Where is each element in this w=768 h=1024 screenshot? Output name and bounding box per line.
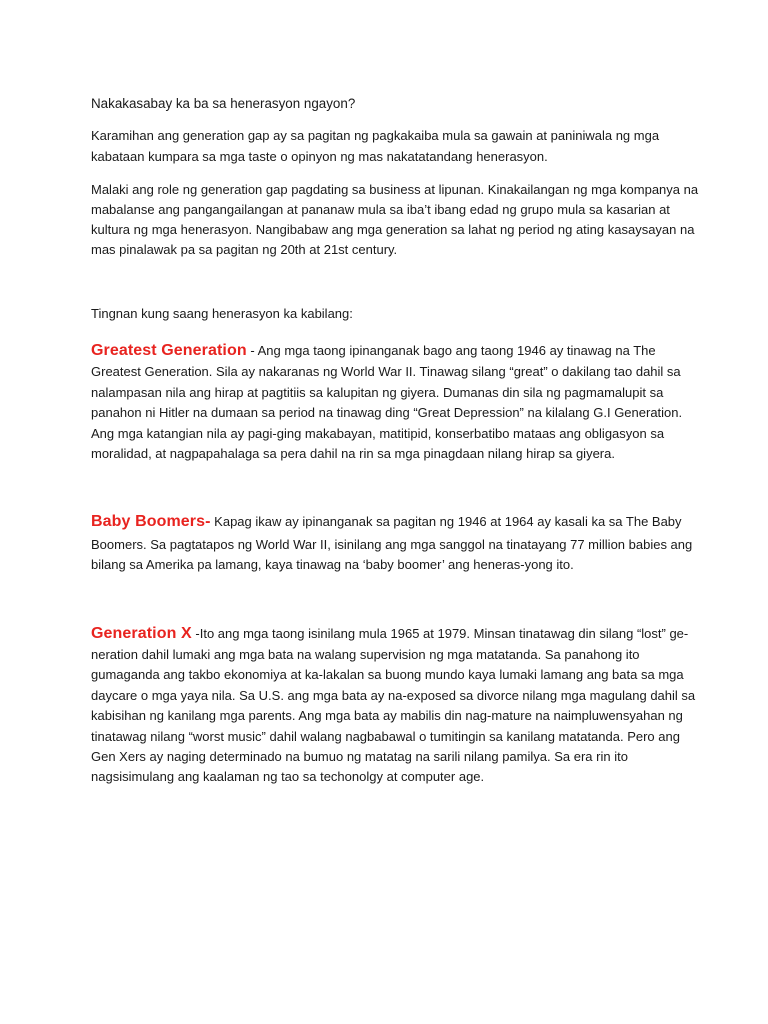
section-genx-line: neration dahil lumaki ang mga bata na walang supervision ng mga matatanda. Sa panahong ito — [91, 647, 640, 662]
section-greatest-line: Greatest Generation. Sila ay nakaranas ng World War II. Tinawag silang “great” o dakilang tao dahil sa — [91, 364, 681, 379]
intro-paragraph-2-line-4: mas pinalawak pa sa pagitan ng 20th at 21st century. — [91, 242, 398, 257]
section-genx-line: nagsisimulang ang kaalaman ng tao sa techonolgy at computer age. — [91, 769, 485, 784]
intro-paragraph-2-line-2: mabalanse ang pangangailangan at pananaw mula sa iba’t ibang edad ng grupo mula sa kasarian at — [91, 202, 670, 217]
section-greatest-line: Ang mga katangian nila ay pagi-ging makabayan, matitipid, konserbatibo mataas ang obligasyon sa — [91, 426, 665, 441]
intro-paragraph-1-line-2: kabataan kumpara sa mga taste o opinyon ng mas nakatatandang henerasyon. — [91, 149, 548, 164]
document-title: Nakakasabay ka ba sa henerasyon ngayon? — [91, 96, 356, 111]
section-boomers-line: Boomers. Sa pagtatapos ng World War II, isinilang ang mga sanggol na tinatayang 77 million babies ang — [91, 537, 693, 552]
section-boomers-first-line — [91, 512, 682, 532]
section-greatest-line: nalampasan nila ang hirap at pagtitiis sa kalupitan ng giyera. Dumanas din sila ng pagmamalupit sa — [91, 385, 664, 400]
section-genx-line: kabisihan ng kanilang mga parents. Ang mga bata ay mabilis din nag-mature na naimpluwensyahan ng — [91, 708, 683, 723]
section-greatest-line: moralidad, at nagpapahalaga sa pera dahil na rin sa mga pinagdaan nilang hirap sa giyera. — [91, 446, 615, 461]
section-greatest-first-line — [91, 341, 656, 361]
section-greatest-intro: - Ang mga taong ipinanganak bago ang taong 1946 ay tinawag na The — [246, 343, 656, 358]
intro-paragraph-2-line-1: Malaki ang role ng generation gap pagdating sa business at lipunan. Kinakailangan ng mga kompanya na — [91, 182, 699, 197]
section-greatest-line: panahon ni Hitler na dumaan sa period na tinawag ding “Great Depression” na kilalang G.I Generation. — [91, 405, 683, 420]
section-boomers-line: bilang sa Amerika pa lamang, kaya tinawag na ‘baby boomer’ ang heneras-yong ito. — [91, 557, 574, 572]
section-genx-line: gumaganda ang takbo ekonomiya at ka-lakalan sa buong mundo kaya lumaki lamang ang bata sa mga — [91, 667, 684, 682]
section-heading-baby-boomers: Baby Boomers- — [91, 513, 211, 530]
section-genx-first-line — [91, 624, 688, 644]
lead-in-text: Tingnan kung saang henerasyon ka kabilang: — [91, 306, 353, 321]
section-heading-generation-x: Generation X — [91, 625, 192, 642]
intro-paragraph-2-line-3: kultura ng mga henerasyon. Nangibabaw ang mga generation sa lahat ng period ng ating kasaysayan na — [91, 222, 695, 237]
section-heading-greatest-generation: Greatest Generation — [91, 342, 247, 359]
section-genx-line: tinatawag nilang “worst music” dahil walang nagbabawal o tumitingin sa kanilang matatanda. Pero ang — [91, 729, 680, 744]
section-boomers-intro: Kapag ikaw ay ipinanganak sa pagitan ng 1946 at 1964 ay kasali ka sa The Baby — [210, 514, 682, 529]
section-genx-intro: -Ito ang mga taong isinilang mula 1965 at 1979. Minsan tinatawag din silang “lost” ge- — [191, 626, 689, 641]
intro-paragraph-1-line-1: Karamihan ang generation gap ay sa pagitan ng pagkakaiba mula sa gawain at paniniwala ng mga — [91, 128, 660, 143]
section-genx-line: Gen Xers ay naging determinado na bumuo ng matatag na sarili nilang pamilya. Sa era rin ito — [91, 749, 628, 764]
section-genx-line: daycare o mga yaya nila. Sa U.S. ang mga bata ay na-exposed sa divorce nilang mga magulang dahil sa — [91, 688, 696, 703]
